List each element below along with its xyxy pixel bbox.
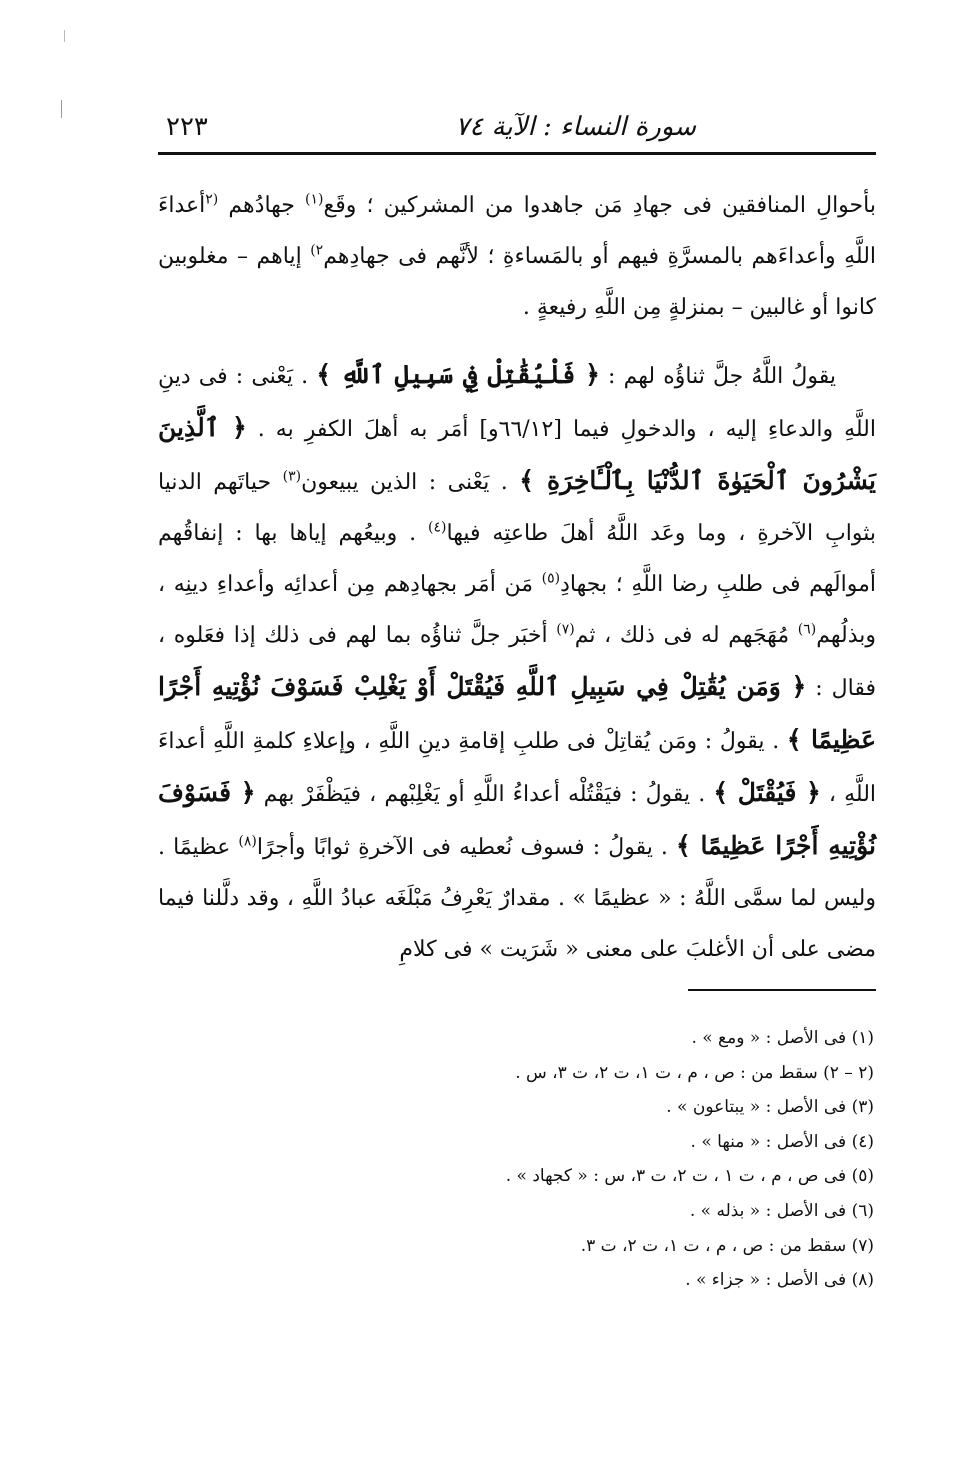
footnote: (٣) فى الأصل : « يبتاعون » . [666,1097,874,1118]
paragraph [158,180,876,333]
text-run: . يَعْنى : فى دينِ اللَّهِ والدعاءِ إليه ، والدخولِ فيما [٦٦/١٢و] أمَر به أهلَ الكفرِ به . [158,364,876,442]
text-run: مَن أمَر بجهادِهم مِن أعدائِه وأعداءِ دينِه ، وبذلُهم [158,572,876,648]
text-run: إياهم – مغلوبين كانوا أو غالبين – بمنزلةٍ مِن اللَّهِ رفيعةٍ . [158,244,876,320]
footnote-marker: ٢) [310,242,324,259]
footnote: (٤) فى الأصل : « منها » . [690,1131,874,1152]
text-run: عظيمًا . وليس لما سمَّى اللَّهُ : « عظيمًا » . مقدارٌ يَعْرِفُ مَبْلَغَه عبادُ اللَّهِ ، وقد دلَّلنا فيما مضى على أن الأغلبَ على معنى « شَرَيت » فى كلامِ [158,835,876,962]
paragraph [158,349,876,975]
footnote-marker: (٧) [556,621,575,638]
footnote-marker: (٢ [205,191,219,208]
main-text [158,180,876,975]
footnote: (٧) سقط من : ص ، م ، ت ١، ت ٢، ت ٣. [580,1235,874,1256]
footnote: (٢ – ٢) سقط من : ص ، م ، ت ١، ت ٢، ت ٣، س . [515,1062,874,1083]
text-run: يقولُ اللَّهُ جلَّ ثناؤُه لهم : [599,364,836,389]
footnote-marker: (٥) [541,570,561,587]
quran-quote: ﴿ فَلْيُقَٰتِلْ فِي سَبِيلِ ٱللَّهِ ﴾ [316,360,600,389]
header-title: سورة النساء : الآية ٧٤ [455,112,696,142]
footnote-divider [688,989,876,991]
footnote-marker: (٤) [428,519,447,536]
footnote: (٥) فى ص ، م ، ت ١ ، ت ٢، ت ٣، س : « كجهاد » . [505,1166,874,1187]
footnotes [300,1021,874,1298]
text-run: جهادُهم [218,193,306,218]
text-run: بأحوالِ المنافقين فى جهادِ مَن جاهدوا من المشركين ؛ وقَع [323,193,876,218]
footnote-marker: (٨) [238,833,257,850]
footnote-marker: (٣) [282,468,302,485]
text-run: حياتَهم الدنيا بثوابِ الآخرةِ ، وما وعَد اللَّهُ أهلَ طاعتِه فيها [158,470,876,546]
header-divider [158,152,876,155]
text-run: . يقولُ : ومَن يُقاتِلْ فى طلبِ إقامةِ دينِ اللَّهِ ، وإعلاءِ كلمةِ اللَّهِ أعداءَ اللَّهِ ، [158,729,877,807]
quran-quote: ﴿ وَمَن يُقَٰتِلْ فِي سَبِيلِ ٱللَّهِ فَيُقْتَلْ أَوْ يَغْلِبْ فَسَوْفَ نُؤْتِيهِ أَجْرًا عَظِيمًا ﴾ [158,672,876,754]
footnote-marker: (٦) [797,621,817,638]
quran-quote: ﴿ فَيُقْتَلْ ﴾ [713,778,821,807]
footnote: (١) فى الأصل : « ومع » . [691,1028,874,1048]
text-run: أخبَر جلَّ ثناؤُه بما لهم فى ذلك إذا فعَلوه ، فقال : [158,623,876,701]
text-run: مُهَجَهم له فى ذلك ، ثم [574,623,798,648]
text-run: . وبيعُهم إياها بها : إنفاقُهم أموالَهم فى طلبِ رضا اللَّهِ ؛ بجهادِ [158,521,876,597]
scan-mark [61,100,62,118]
text-run: . يقولُ : فسوف نُعطيه فى الآخرةِ ثوابًا وأجرًا [256,835,676,860]
footnote: (٨) فى الأصل : « جزاء » . [685,1270,874,1291]
text-run: . يقولُ : فيَقْتُلْه أعداءُ اللَّهِ أو يَغْلِبْهم ، فيَظْفَرْ بهم [255,782,714,807]
running-header [158,108,876,148]
text-run: . يَعْنى : الذين يبيعون [301,470,520,495]
footnote-marker: (١) [305,191,324,208]
scan-mark [64,30,65,42]
quran-quote: ﴿ ٱلَّذِينَ يَشْرُونَ ٱلْحَيَوٰةَ ٱلدُّنْيَا بِٱلْـَٔاخِرَةِ ﴾ [158,413,876,495]
text-run: أعداءَ اللَّهِ وأعداءَهم بالمسرَّةِ فيهم أو بالمَساءةِ ؛ لأنَّهم فى جهادِهم [158,193,877,269]
footnote: (٦) فى الأصل : « بذله » . [689,1200,874,1221]
page-number: ٢٢٣ [166,112,208,142]
quran-quote: ﴿ فَسَوْفَ نُؤْتِيهِ أَجْرًا عَظِيمًا ﴾ [158,778,876,860]
